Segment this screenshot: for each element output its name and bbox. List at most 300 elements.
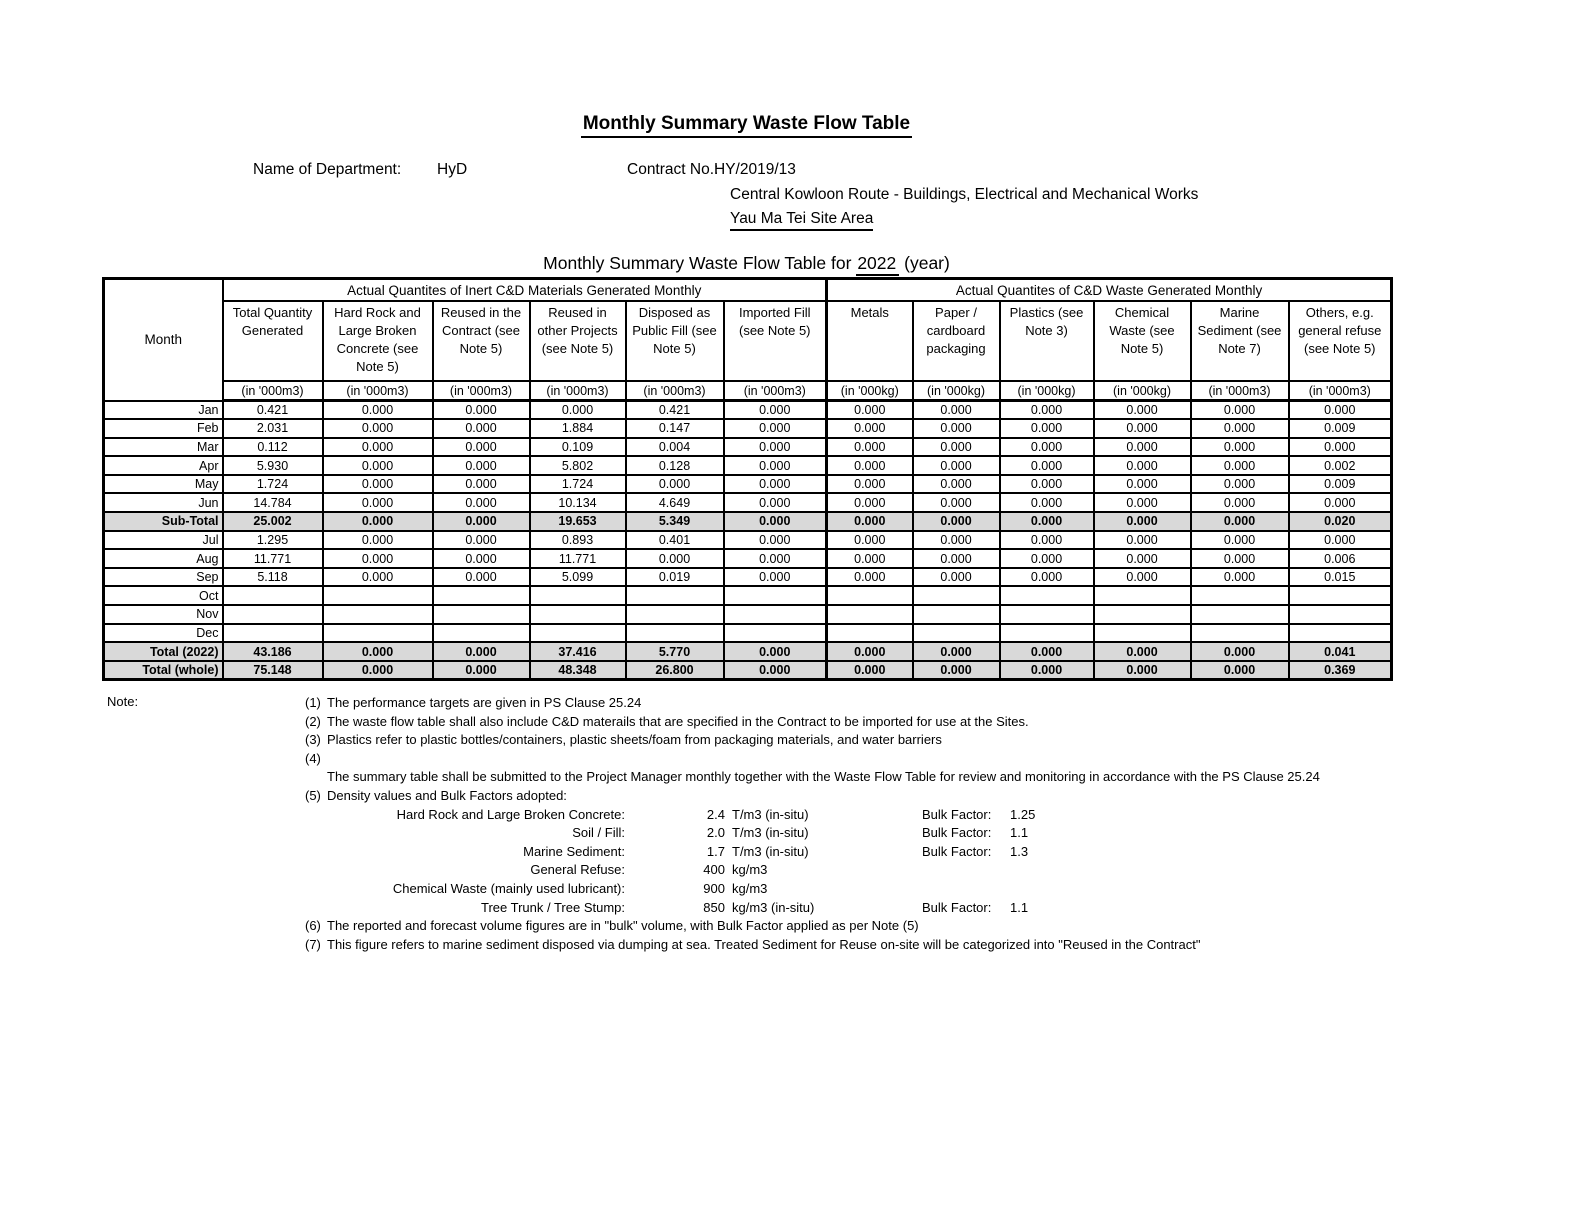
density-value: 2.4	[706, 806, 725, 822]
value-cell: 0.000	[913, 456, 1000, 475]
value-cell: 0.000	[1191, 456, 1289, 475]
density-unit: T/m3 (in-situ)	[732, 825, 809, 841]
density-row	[305, 843, 1545, 862]
value-cell: 0.000	[1191, 661, 1289, 680]
note-item	[305, 713, 1545, 732]
month-cell: Aug	[104, 549, 223, 568]
density-label: General Refuse:	[530, 862, 625, 878]
density-bf-label: Bulk Factor:	[922, 825, 992, 841]
value-cell	[530, 605, 626, 624]
value-cell: 0.000	[913, 568, 1000, 587]
column-header: Total Quantity Generated	[223, 301, 323, 381]
month-cell: Total (whole)	[104, 661, 223, 680]
density-row	[305, 899, 1545, 918]
value-cell: 0.000	[1289, 401, 1392, 420]
column-header: Imported Fill (see Note 5)	[724, 301, 827, 381]
value-cell: 5.930	[223, 456, 323, 475]
value-cell: 0.000	[913, 493, 1000, 512]
contract-number-label: Contract No.:	[627, 161, 719, 178]
value-cell: 0.000	[626, 549, 724, 568]
value-cell: 0.000	[323, 401, 433, 420]
table-body	[104, 401, 1392, 680]
column-unit: (in '000m3)	[223, 381, 323, 401]
value-cell: 0.000	[1094, 549, 1191, 568]
value-cell	[1191, 605, 1289, 624]
value-cell: 0.000	[1000, 419, 1094, 438]
value-cell: 0.000	[433, 531, 530, 550]
note-text: The reported and forecast volume figures are in "bulk" volume, with Bulk Factor applied as per Note (5)	[327, 918, 919, 934]
month-cell: Apr	[104, 456, 223, 475]
month-cell: Dec	[104, 624, 223, 643]
value-cell: 0.000	[913, 401, 1000, 420]
note-number: (6)	[305, 918, 321, 934]
value-cell: 0.000	[913, 549, 1000, 568]
density-bf-value: 1.25	[1010, 806, 1036, 822]
note-text: The performance targets are given in PS Clause 25.24	[327, 695, 642, 710]
value-cell: 0.000	[724, 512, 827, 531]
table-subtitle-prefix: Monthly Summary Waste Flow Table for	[543, 253, 852, 273]
value-cell: 0.000	[433, 456, 530, 475]
month-cell: Jul	[104, 531, 223, 550]
value-cell: 0.000	[433, 419, 530, 438]
value-cell: 0.000	[913, 661, 1000, 680]
column-header: Reused in the Contract (see Note 5)	[433, 301, 530, 381]
value-cell	[1191, 624, 1289, 643]
value-cell: 0.000	[1000, 475, 1094, 494]
table-row	[104, 475, 1392, 494]
group-header-1: Actual Quantites of Inert C&D Materials Generated Monthly	[223, 279, 827, 302]
value-cell: 0.000	[433, 512, 530, 531]
value-cell	[223, 605, 323, 624]
value-cell: 0.002	[1289, 456, 1392, 475]
value-cell: 5.770	[626, 642, 724, 661]
table-row	[104, 456, 1392, 475]
value-cell: 0.020	[1289, 512, 1392, 531]
value-cell	[323, 605, 433, 624]
month-cell: Nov	[104, 605, 223, 624]
value-cell: 0.009	[1289, 475, 1392, 494]
value-cell: 0.000	[913, 438, 1000, 457]
note-item	[305, 787, 1545, 806]
value-cell: 0.893	[530, 531, 626, 550]
value-cell	[223, 586, 323, 605]
waste-flow-table	[102, 277, 1393, 681]
value-cell: 0.000	[827, 568, 913, 587]
value-cell: 0.000	[913, 475, 1000, 494]
value-cell: 0.000	[724, 419, 827, 438]
value-cell: 0.000	[1000, 642, 1094, 661]
month-cell: Sub-Total	[104, 512, 223, 531]
note-number: (4)	[305, 750, 321, 766]
department-label: Name of Department:	[253, 161, 402, 178]
note-text: Density values and Bulk Factors adopted:	[327, 787, 567, 803]
density-bf-label: Bulk Factor:	[922, 899, 992, 915]
value-cell: 75.148	[223, 661, 323, 680]
value-cell	[724, 605, 827, 624]
density-value: 2.0	[706, 825, 725, 841]
value-cell	[530, 624, 626, 643]
month-column-header: Month	[104, 279, 223, 401]
density-row	[305, 880, 1545, 899]
value-cell: 0.000	[724, 438, 827, 457]
value-cell	[1000, 624, 1094, 643]
month-cell: May	[104, 475, 223, 494]
value-cell: 0.128	[626, 456, 724, 475]
value-cell: 0.000	[1289, 493, 1392, 512]
table-row	[104, 531, 1392, 550]
value-cell: 4.649	[626, 493, 724, 512]
month-cell: Oct	[104, 586, 223, 605]
value-cell	[530, 586, 626, 605]
note-text: The summary table shall be submitted to the Project Manager monthly together with the Waste Flow Table for review and monitoring in accordance with the PS Clause 25.24	[327, 769, 1320, 785]
note-item	[305, 917, 1545, 936]
value-cell: 0.000	[1191, 438, 1289, 457]
value-cell	[1094, 605, 1191, 624]
value-cell: 0.000	[1000, 438, 1094, 457]
density-bf-label	[922, 861, 1010, 880]
value-cell: 0.000	[1191, 568, 1289, 587]
column-unit: (in '000kg)	[1094, 381, 1191, 401]
value-cell	[1094, 586, 1191, 605]
note-text: This figure refers to marine sediment disposed via dumping at sea. Treated Sediment for Reuse on-site will be categorized into "Reused in the Contract"	[327, 936, 1201, 952]
note-number: (3)	[305, 732, 321, 748]
value-cell: 43.186	[223, 642, 323, 661]
department-value: HyD	[437, 161, 468, 178]
value-cell: 0.000	[724, 531, 827, 550]
month-cell: Total (2022)	[104, 642, 223, 661]
value-cell	[323, 586, 433, 605]
column-header: Marine Sediment (see Note 7)	[1191, 301, 1289, 381]
value-cell: 0.000	[433, 401, 530, 420]
value-cell: 0.112	[223, 438, 323, 457]
column-header: Chemical Waste (see Note 5)	[1094, 301, 1191, 381]
note-item	[305, 768, 1545, 787]
value-cell: 0.000	[1191, 401, 1289, 420]
table-row	[104, 568, 1392, 587]
column-unit: (in '000m3)	[1289, 381, 1392, 401]
value-cell: 0.000	[1191, 642, 1289, 661]
density-bf-value: 1.1	[1010, 825, 1029, 841]
column-header: Disposed as Public Fill (see Note 5)	[626, 301, 724, 381]
column-header: Reused in other Projects (see Note 5)	[530, 301, 626, 381]
column-unit: (in '000m3)	[323, 381, 433, 401]
value-cell: 0.000	[827, 475, 913, 494]
value-cell: 0.369	[1289, 661, 1392, 680]
value-cell	[827, 624, 913, 643]
contract-number-value: HY/2019/13	[714, 161, 796, 178]
density-label: Soil / Fill:	[572, 825, 625, 841]
notes-section	[305, 694, 1545, 954]
column-header: Hard Rock and Large Broken Concrete (see Note 5)	[323, 301, 433, 381]
value-cell: 0.015	[1289, 568, 1392, 587]
value-cell	[626, 605, 724, 624]
column-unit: (in '000kg)	[913, 381, 1000, 401]
month-cell: Jan	[104, 401, 223, 420]
value-cell	[1094, 624, 1191, 643]
table-row	[104, 438, 1392, 457]
note-text: The waste flow table shall also include C&D materails that are specified in the Contract to be imported for use at the Sites.	[327, 713, 1029, 729]
value-cell	[913, 586, 1000, 605]
value-cell: 0.000	[1000, 549, 1094, 568]
density-value: 850	[703, 899, 725, 915]
column-unit: (in '000m3)	[724, 381, 827, 401]
value-cell: 0.000	[1289, 438, 1392, 457]
value-cell: 0.000	[433, 642, 530, 661]
value-cell: 0.000	[827, 493, 913, 512]
value-cell: 0.000	[1094, 438, 1191, 457]
value-cell: 0.000	[433, 438, 530, 457]
value-cell: 0.000	[1000, 512, 1094, 531]
value-cell	[913, 624, 1000, 643]
page-title-text: Monthly Summary Waste Flow Table	[581, 113, 912, 138]
value-cell: 0.000	[1000, 401, 1094, 420]
value-cell: 0.000	[323, 456, 433, 475]
column-unit: (in '000m3)	[1191, 381, 1289, 401]
value-cell	[724, 624, 827, 643]
table-subtitle-year: 2022	[856, 253, 899, 276]
value-cell: 0.000	[1094, 401, 1191, 420]
value-cell: 0.041	[1289, 642, 1392, 661]
value-cell: 1.724	[223, 475, 323, 494]
table-row	[104, 419, 1392, 438]
value-cell	[827, 605, 913, 624]
density-unit: kg/m3	[732, 862, 768, 878]
value-cell: 0.401	[626, 531, 724, 550]
column-unit: (in '000kg)	[1000, 381, 1094, 401]
value-cell: 0.000	[323, 438, 433, 457]
note-number: (7)	[305, 936, 321, 952]
density-label: Hard Rock and Large Broken Concrete:	[396, 806, 625, 822]
value-cell: 0.000	[724, 549, 827, 568]
column-header: Metals	[827, 301, 913, 381]
density-value: 900	[703, 880, 725, 896]
column-unit: (in '000m3)	[530, 381, 626, 401]
density-bf-label: Bulk Factor:	[922, 806, 992, 822]
month-cell: Feb	[104, 419, 223, 438]
value-cell: 0.006	[1289, 549, 1392, 568]
value-cell: 0.000	[323, 512, 433, 531]
density-label: Chemical Waste (mainly used lubricant):	[392, 880, 625, 896]
value-cell: 0.000	[827, 401, 913, 420]
value-cell: 0.000	[1000, 493, 1094, 512]
value-cell: 0.109	[530, 438, 626, 457]
table-row	[104, 586, 1392, 605]
value-cell	[433, 605, 530, 624]
value-cell: 0.000	[323, 549, 433, 568]
value-cell: 0.000	[1094, 475, 1191, 494]
value-cell: 0.000	[1094, 419, 1191, 438]
column-unit: (in '000m3)	[626, 381, 724, 401]
value-cell: 0.421	[223, 401, 323, 420]
value-cell: 0.000	[827, 642, 913, 661]
density-bf-value: 1.3	[1010, 843, 1029, 859]
value-cell: 0.019	[626, 568, 724, 587]
density-label: Tree Trunk / Tree Stump:	[480, 899, 625, 915]
value-cell: 0.000	[724, 401, 827, 420]
value-cell: 1.295	[223, 531, 323, 550]
value-cell: 0.000	[433, 475, 530, 494]
value-cell: 26.800	[626, 661, 724, 680]
value-cell: 0.000	[724, 493, 827, 512]
value-cell	[1289, 586, 1392, 605]
value-cell: 0.000	[1000, 456, 1094, 475]
density-row	[305, 806, 1545, 825]
value-cell: 0.000	[827, 438, 913, 457]
value-cell: 0.000	[827, 419, 913, 438]
value-cell: 0.000	[724, 475, 827, 494]
value-cell: 0.000	[724, 661, 827, 680]
value-cell: 0.147	[626, 419, 724, 438]
value-cell	[223, 624, 323, 643]
note-item	[305, 750, 1545, 769]
column-header: Others, e.g. general refuse (see Note 5)	[1289, 301, 1392, 381]
table-row	[104, 624, 1392, 643]
value-cell: 0.000	[827, 456, 913, 475]
table-row	[104, 401, 1392, 420]
density-label: Marine Sediment:	[523, 843, 625, 859]
value-cell: 0.000	[323, 493, 433, 512]
value-cell: 0.000	[1094, 531, 1191, 550]
value-cell: 0.000	[1094, 456, 1191, 475]
value-cell: 11.771	[223, 549, 323, 568]
value-cell: 2.031	[223, 419, 323, 438]
value-cell: 0.000	[1191, 475, 1289, 494]
density-bf-label: Bulk Factor:	[922, 843, 992, 859]
density-row	[305, 824, 1545, 843]
value-cell: 37.416	[530, 642, 626, 661]
value-cell	[433, 586, 530, 605]
value-cell	[1000, 605, 1094, 624]
note-text: Plastics refer to plastic bottles/containers, plastic sheets/foam from packaging materials, and water barriers	[327, 732, 942, 748]
value-cell: 0.000	[323, 568, 433, 587]
value-cell: 48.348	[530, 661, 626, 680]
table-row	[104, 661, 1392, 680]
value-cell: 0.000	[827, 512, 913, 531]
column-unit: (in '000m3)	[433, 381, 530, 401]
value-cell: 0.000	[1094, 642, 1191, 661]
value-cell	[433, 624, 530, 643]
value-cell: 5.099	[530, 568, 626, 587]
value-cell	[827, 586, 913, 605]
note-item	[305, 694, 1545, 713]
note-item	[305, 731, 1545, 750]
density-unit: T/m3 (in-situ)	[732, 843, 809, 859]
value-cell: 0.000	[1191, 493, 1289, 512]
value-cell: 0.000	[913, 512, 1000, 531]
note-number	[305, 768, 327, 787]
value-cell	[626, 624, 724, 643]
value-cell: 0.009	[1289, 419, 1392, 438]
table-subtitle	[102, 253, 1391, 276]
value-cell: 0.000	[433, 568, 530, 587]
table-head	[104, 279, 1392, 401]
page-title	[102, 113, 1391, 138]
contract-description: Central Kowloon Route - Buildings, Electrical and Mechanical Works	[730, 186, 1199, 203]
value-cell	[1289, 605, 1392, 624]
value-cell: 25.002	[223, 512, 323, 531]
value-cell: 0.000	[827, 661, 913, 680]
value-cell: 0.000	[724, 568, 827, 587]
density-value: 400	[703, 862, 725, 878]
value-cell: 0.000	[1289, 531, 1392, 550]
column-header: Plastics (see Note 3)	[1000, 301, 1094, 381]
value-cell: 14.784	[223, 493, 323, 512]
density-bf-value	[1010, 861, 1070, 880]
value-cell: 0.000	[1000, 568, 1094, 587]
value-cell: 0.000	[1191, 531, 1289, 550]
value-cell	[1000, 586, 1094, 605]
value-cell: 0.000	[626, 475, 724, 494]
value-cell: 0.000	[1094, 661, 1191, 680]
table-row	[104, 549, 1392, 568]
table-subtitle-suffix: (year)	[904, 253, 950, 273]
value-cell: 5.349	[626, 512, 724, 531]
value-cell: 10.134	[530, 493, 626, 512]
note-label: Note:	[107, 694, 139, 709]
value-cell: 0.000	[323, 531, 433, 550]
value-cell: 0.000	[913, 531, 1000, 550]
table-row	[104, 605, 1392, 624]
column-unit: (in '000kg)	[827, 381, 913, 401]
value-cell	[1289, 624, 1392, 643]
table-row	[104, 512, 1392, 531]
note-number: (1)	[305, 695, 321, 710]
month-cell: Mar	[104, 438, 223, 457]
value-cell	[323, 624, 433, 643]
value-cell: 5.802	[530, 456, 626, 475]
value-cell: 0.000	[724, 642, 827, 661]
value-cell: 0.000	[913, 419, 1000, 438]
density-row	[305, 861, 1545, 880]
value-cell: 0.000	[1000, 661, 1094, 680]
density-unit: T/m3 (in-situ)	[732, 806, 809, 822]
value-cell: 0.000	[530, 401, 626, 420]
value-cell	[724, 586, 827, 605]
month-cell: Jun	[104, 493, 223, 512]
month-cell: Sep	[104, 568, 223, 587]
density-unit: kg/m3	[732, 880, 768, 896]
group-header-2: Actual Quantites of C&D Waste Generated Monthly	[827, 279, 1392, 302]
value-cell: 5.118	[223, 568, 323, 587]
value-cell: 0.000	[1191, 512, 1289, 531]
value-cell: 0.000	[1000, 531, 1094, 550]
value-cell: 0.000	[1191, 549, 1289, 568]
note-number: (5)	[305, 787, 321, 803]
value-cell: 0.000	[433, 661, 530, 680]
value-cell: 1.884	[530, 419, 626, 438]
value-cell: 0.000	[433, 493, 530, 512]
table-row	[104, 642, 1392, 661]
value-cell	[913, 605, 1000, 624]
value-cell: 0.000	[827, 549, 913, 568]
value-cell: 0.000	[1094, 493, 1191, 512]
value-cell: 0.000	[433, 549, 530, 568]
note-item	[305, 936, 1545, 955]
value-cell: 0.000	[913, 642, 1000, 661]
density-bf-value	[1010, 880, 1070, 899]
value-cell: 1.724	[530, 475, 626, 494]
value-cell: 0.000	[1094, 512, 1191, 531]
value-cell	[1191, 586, 1289, 605]
density-bf-label	[922, 880, 1010, 899]
density-unit: kg/m3 (in-situ)	[732, 899, 815, 915]
value-cell: 0.421	[626, 401, 724, 420]
value-cell: 0.000	[724, 456, 827, 475]
value-cell: 0.000	[827, 531, 913, 550]
value-cell: 0.000	[1094, 568, 1191, 587]
note-number: (2)	[305, 713, 321, 729]
value-cell: 0.000	[323, 642, 433, 661]
